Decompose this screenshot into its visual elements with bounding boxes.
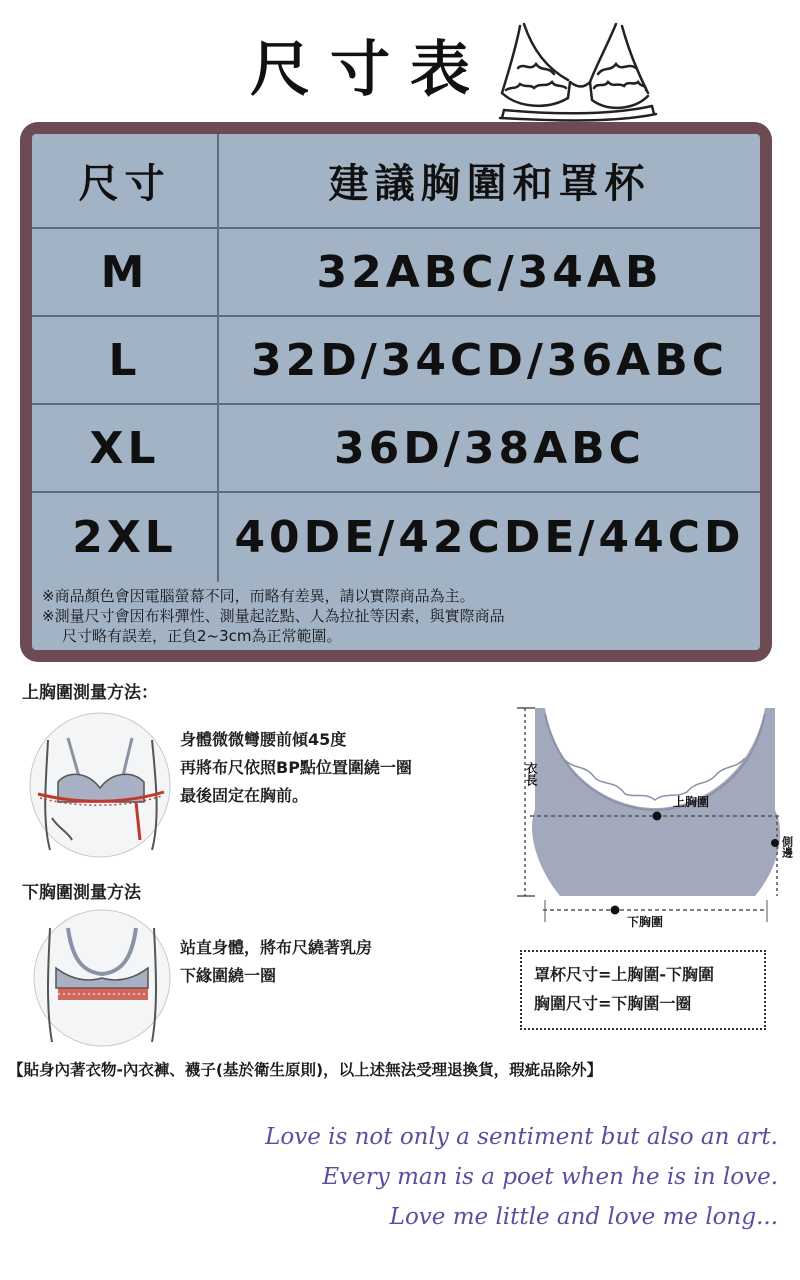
- cup-formula: 罩杯尺寸=上胸圍-下胸圍: [534, 965, 715, 984]
- upper-bust-title: 上胸圍測量方法：: [22, 683, 158, 703]
- size-table: [32, 134, 760, 582]
- table-row: [32, 492, 760, 582]
- size-cell: 2XL: [32, 492, 218, 582]
- instruction-line: 最後固定在胸前。: [180, 786, 309, 805]
- upper-bust-illustration: [28, 710, 173, 860]
- fit-column-header: 建議胸圍和罩杯: [218, 134, 760, 228]
- size-cell: L: [32, 316, 218, 404]
- table-header-row: [32, 134, 760, 228]
- lower-bust-title: 下胸圍測量方法: [22, 883, 141, 903]
- lower-bust-label: 下胸圍: [627, 915, 664, 929]
- note-line: ※商品顏色會因電腦螢幕不同，而略有差異，請以實際商品為主。: [42, 587, 475, 605]
- fit-cell: 32D/34CD/36ABC: [218, 316, 760, 404]
- size-cell: M: [32, 228, 218, 316]
- instruction-line: 站直身體，將布尺繞著乳房: [180, 938, 373, 957]
- fit-cell: 32ABC/34AB: [218, 228, 760, 316]
- page-title: 尺寸表: [250, 35, 490, 105]
- bust-formula: 胸圍尺寸=下胸圍一圈: [534, 994, 692, 1013]
- quote-line: Every man is a poet when he is in love.: [322, 1164, 778, 1190]
- size-chart-panel: [20, 122, 772, 662]
- length-label: 衣長: [524, 762, 538, 786]
- table-row: [32, 404, 760, 492]
- size-notes: [42, 586, 505, 646]
- instruction-line: 身體微微彎腰前傾45度: [180, 730, 347, 749]
- size-column-header: 尺寸: [32, 134, 218, 228]
- side-label: 側邊: [780, 836, 794, 858]
- instruction-line: 下緣圍繞一圈: [180, 966, 277, 985]
- upper-bust-instructions: [180, 726, 412, 810]
- table-row: [32, 316, 760, 404]
- measurement-diagram: [505, 700, 800, 940]
- upper-bust-label: 上胸圍: [673, 795, 710, 809]
- instruction-line: 再將布尺依照BP點位置圍繞一圈: [180, 758, 412, 777]
- fit-cell: 40DE/42CDE/44CD: [234, 512, 745, 563]
- size-chart-inner: [32, 134, 760, 650]
- quote-line: Love is not only a sentiment but also an art.: [265, 1124, 778, 1150]
- note-line: ※測量尺寸會因布料彈性、測量起訖點、人為拉扯等因素，與實際商品: [42, 607, 505, 625]
- bra-outline-icon: [498, 18, 658, 128]
- fit-cell: 36D/38ABC: [218, 404, 760, 492]
- size-cell: XL: [32, 404, 218, 492]
- formula-box: [520, 950, 766, 1030]
- table-row: [32, 228, 760, 316]
- lower-bust-instructions: [180, 934, 372, 990]
- note-line: 尺寸略有誤差，正負2~3cm為正常範圍。: [62, 627, 342, 645]
- return-policy: 【貼身內著衣物-內衣褲、襪子(基於衛生原則)，以上述無法受理退換貨，瑕疵品除外】: [8, 1061, 603, 1079]
- header: [0, 0, 800, 120]
- quote-line: Love me little and love me long...: [389, 1204, 778, 1230]
- lower-bust-illustration: [32, 908, 172, 1048]
